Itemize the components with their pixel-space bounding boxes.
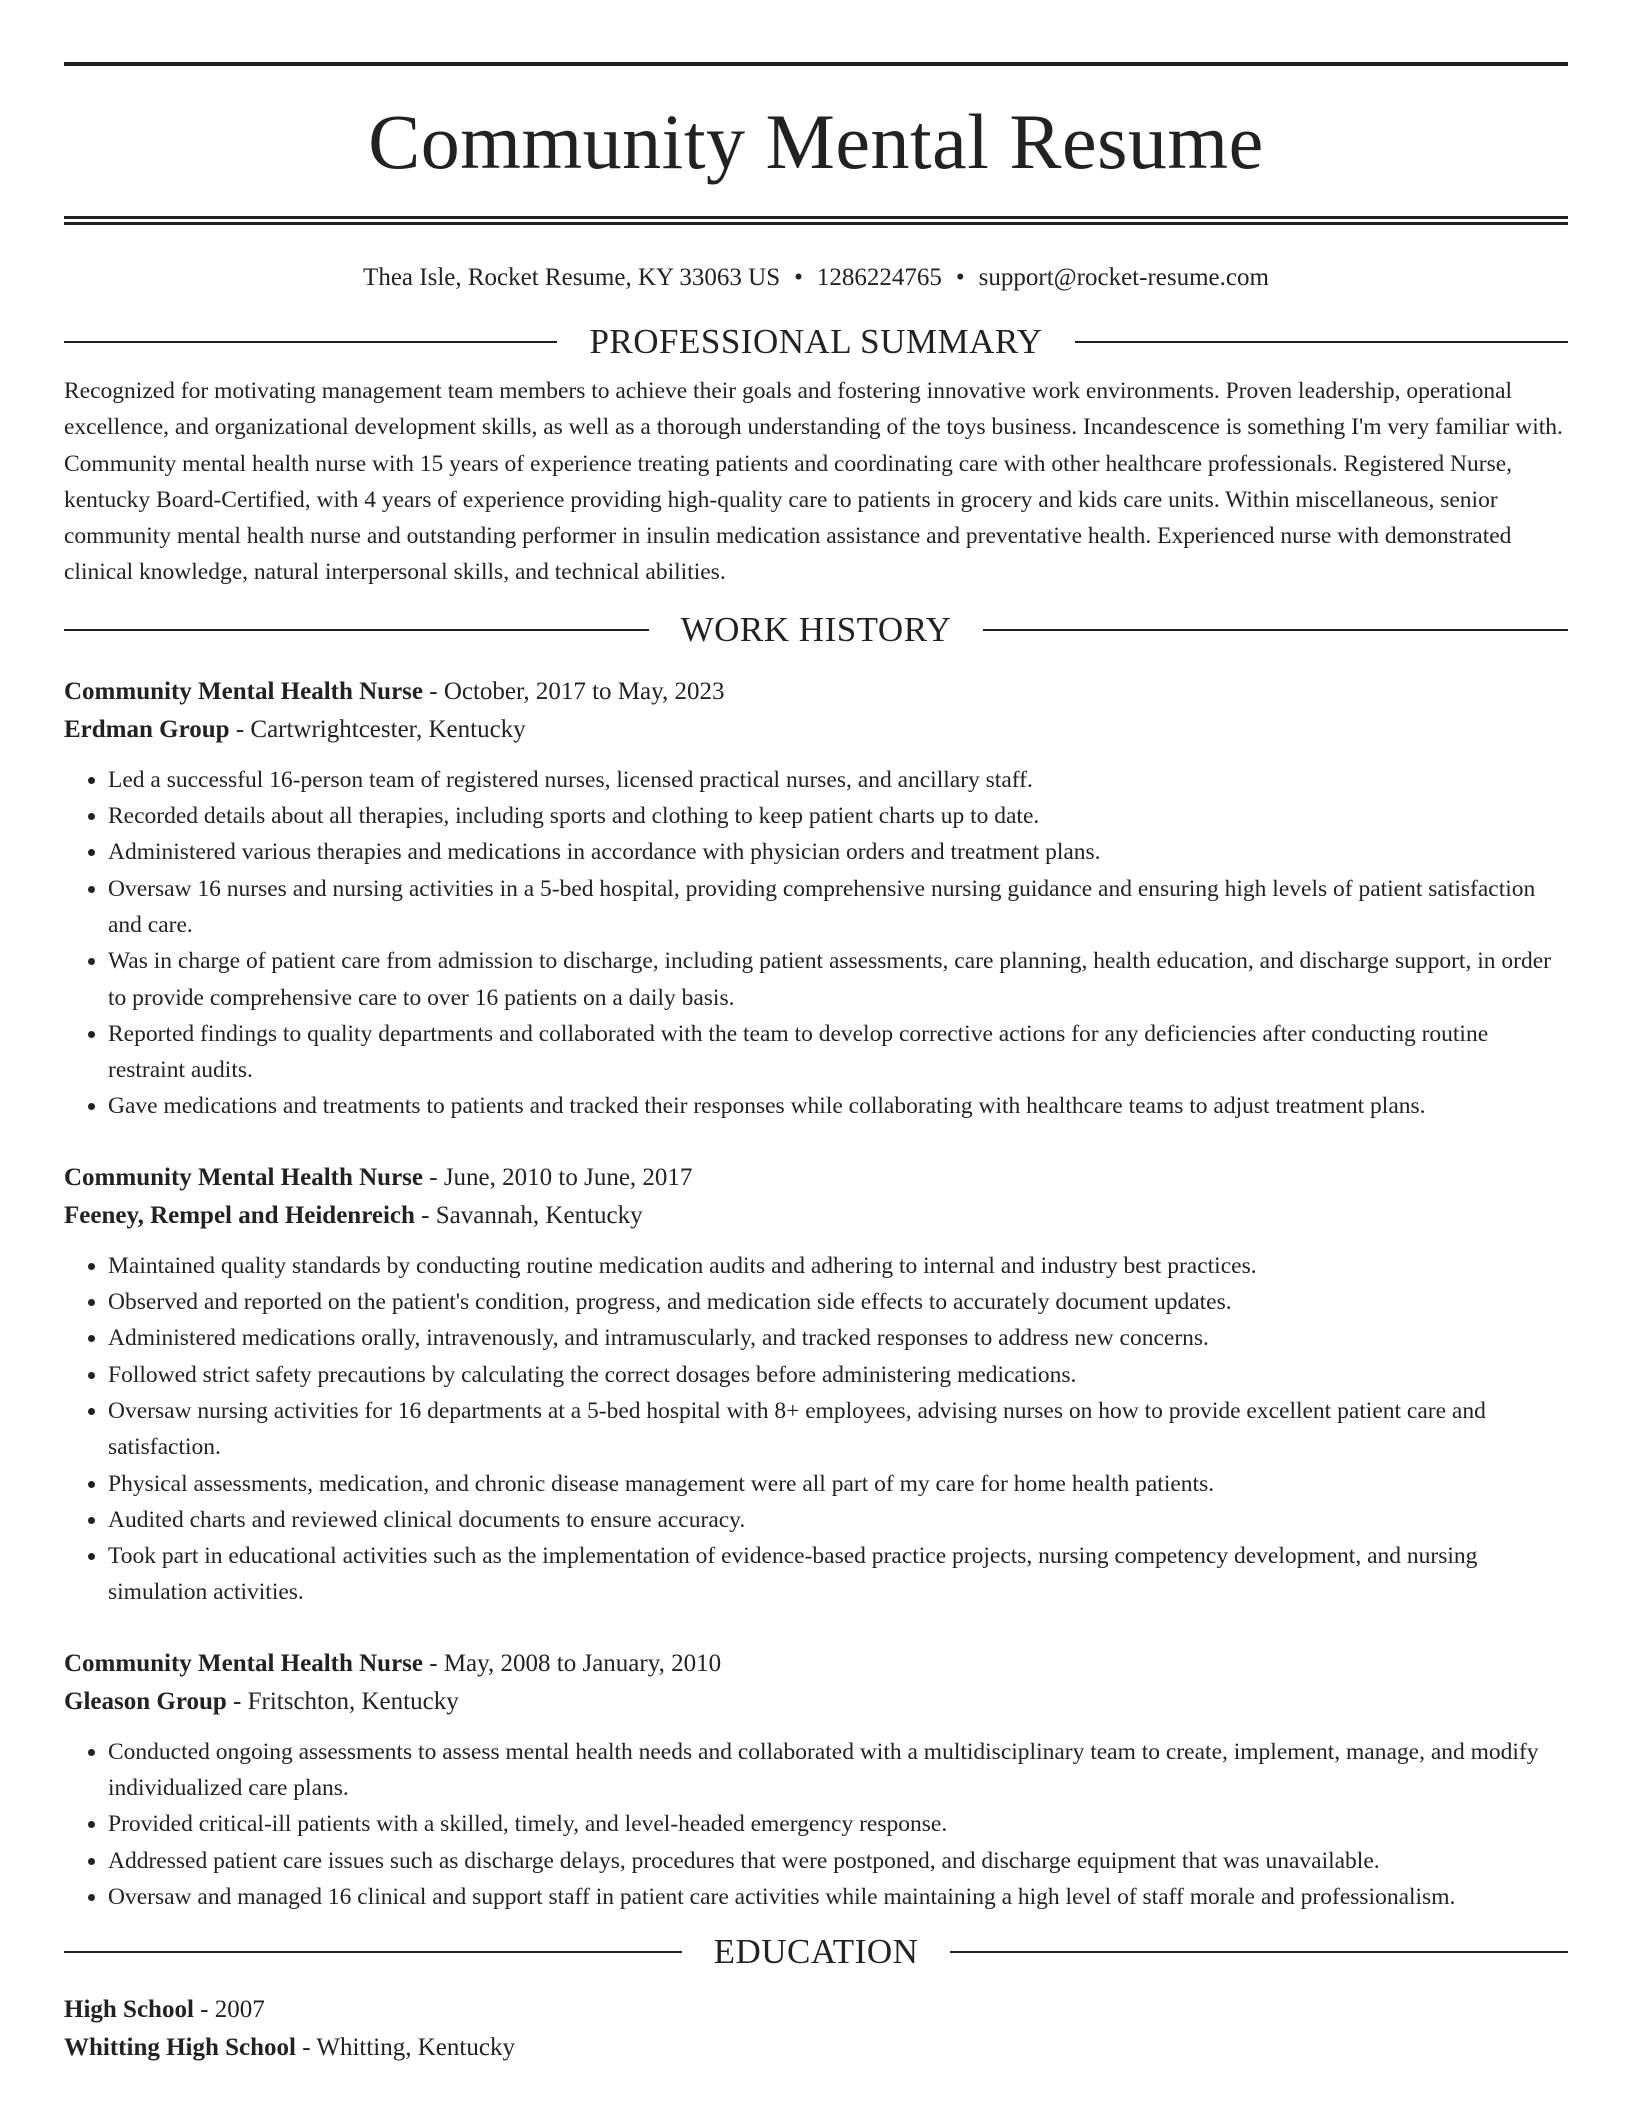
heading-rule	[1075, 341, 1568, 343]
contact-line	[64, 261, 1568, 295]
job-bullet: • Gave medications and treatments to patients and tracked their responses while collaborating with healthcare teams to adjust treatment plans.	[108, 1088, 1568, 1124]
job-entry	[64, 1159, 1568, 1611]
contact-phone: 1286224765	[816, 264, 942, 291]
job-bullet: • Took part in educational activities such as the implementation of evidence-based practice projects, nursing competency development, and nursing simulation activities.	[108, 1538, 1568, 1611]
job-dates: - October, 2017 to May, 2023	[423, 677, 725, 705]
heading-rule	[64, 629, 649, 631]
job-title: Community Mental Health Nurse	[64, 677, 423, 705]
job-dates: - June, 2010 to June, 2017	[423, 1163, 693, 1191]
job-employer: Gleason Group	[64, 1687, 227, 1715]
job-bullet: • Followed strict safety precautions by calculating the correct dosages before administering medications.	[108, 1357, 1568, 1393]
job-entry	[64, 673, 1568, 1125]
education-degree-line	[64, 1991, 1568, 2029]
resume-page	[64, 0, 1568, 2067]
job-dates: - May, 2008 to January, 2010	[423, 1649, 722, 1677]
job-bullet: • Oversaw 16 nurses and nursing activities in a 5-bed hospital, providing comprehensive nursing guidance and ensuring high levels of patient satisfaction and care.	[108, 871, 1568, 944]
job-entry	[64, 1645, 1568, 1915]
job-bullet: • Addressed patient care issues such as discharge delays, procedures that were postponed, and discharge equipment that was unavailable.	[108, 1843, 1568, 1879]
job-bullet: • Reported findings to quality departments and collaborated with the team to develop corrective actions for any deficiencies after conducting routine restraint audits.	[108, 1016, 1568, 1089]
job-title-line	[64, 1645, 1568, 1683]
education-school: Whitting High School	[64, 2034, 296, 2062]
top-rule	[64, 62, 1568, 66]
job-bullet: • Oversaw and managed 16 clinical and support staff in patient care activities while maintaining a high level of staff morale and professionalism.	[108, 1879, 1568, 1915]
job-employer-line	[64, 1197, 1568, 1235]
job-employer-line	[64, 1683, 1568, 1721]
job-bullet: • Was in charge of patient care from admission to discharge, including patient assessments, care planning, health education, and discharge support, in order to provide comprehensive care to over 16 patients on a daily basis.	[108, 943, 1568, 1016]
job-location: - Fritschton, Kentucky	[226, 1687, 459, 1715]
job-bullet: • Observed and reported on the patient's condition, progress, and medication side effects to accurately document updates.	[108, 1284, 1568, 1320]
job-bullet: • Led a successful 16-person team of registered nurses, licensed practical nurses, and ancillary staff.	[108, 762, 1568, 798]
work-history-list	[64, 673, 1568, 1915]
heading-rule	[64, 341, 557, 343]
education-year: - 2007	[193, 1996, 265, 2024]
job-location: - Savannah, Kentucky	[414, 1201, 643, 1229]
section-heading-summary	[64, 317, 1568, 367]
job-bullet: • Audited charts and reviewed clinical documents to ensure accuracy.	[108, 1502, 1568, 1538]
education-location: - Whitting, Kentucky	[296, 2034, 515, 2062]
heading-rule	[64, 1951, 682, 1953]
job-bullet: • Maintained quality standards by conducting routine medication audits and adhering to internal and industry best practices.	[108, 1248, 1568, 1284]
double-rule	[64, 216, 1568, 225]
job-bullet-list	[64, 1248, 1568, 1611]
contact-separator: •	[794, 264, 803, 291]
job-title: Community Mental Health Nurse	[64, 1163, 423, 1191]
section-title: PROFESSIONAL SUMMARY	[589, 322, 1043, 361]
job-bullet: • Administered various therapies and medications in accordance with physician orders and treatment plans.	[108, 834, 1568, 870]
section-title: WORK HISTORY	[680, 609, 952, 649]
job-bullet-list	[64, 1734, 1568, 1915]
contact-separator: •	[955, 264, 965, 291]
job-title-line	[64, 1159, 1568, 1197]
job-employer: Erdman Group	[64, 715, 230, 743]
job-bullet: • Oversaw nursing activities for 16 departments at a 5-bed hospital with 8+ employees, advising nurses on how to provide excellent patient care and satisfaction.	[108, 1393, 1568, 1466]
heading-rule	[983, 629, 1568, 631]
job-employer: Feeney, Rempel and Heidenreich	[64, 1201, 415, 1229]
education-entry	[64, 1991, 1568, 2067]
resume-title: Community Mental Resume	[368, 98, 1264, 185]
job-title-line	[64, 673, 1568, 711]
education-degree: High School	[64, 1996, 194, 2024]
summary-text: Recognized for motivating management team members to achieve their goals and fostering innovative work environments. Proven leadership, operational excellence, and organizational development skills, as well as a thorough understanding of the toys business. Incandescence is something I'm very familiar with. Community mental health nurse with 15 years of experience treating patients and coordinating care with other healthcare professionals. Registered Nurse, kentucky Board-Certified, with 4 years of experience providing high-quality care to patients in grocery and kids care units. Within miscellaneous, senior community mental health nurse and outstanding performer in insulin medication assistance and preventative health. Experienced nurse with demonstrated clinical knowledge, natural interpersonal skills, and technical abilities.	[64, 378, 1563, 586]
job-bullet: • Conducted ongoing assessments to assess mental health needs and collaborated with a multidisciplinary team to create, implement, manage, and modify individualized care plans.	[108, 1734, 1568, 1807]
job-bullet: • Provided critical-ill patients with a skilled, timely, and level-headed emergency response.	[108, 1806, 1568, 1842]
job-bullet: • Recorded details about all therapies, including sports and clothing to keep patient charts up to date.	[108, 798, 1568, 834]
job-bullet: • Administered medications orally, intravenously, and intramuscularly, and tracked responses to address new concerns.	[108, 1320, 1568, 1356]
heading-rule	[950, 1951, 1568, 1953]
contact-email: support@rocket-resume.com	[978, 264, 1269, 291]
job-title: Community Mental Health Nurse	[64, 1649, 423, 1677]
education-school-line	[64, 2029, 1568, 2067]
section-heading-education	[64, 1927, 1568, 1977]
job-location: - Cartwrightcester, Kentucky	[229, 715, 526, 743]
job-bullet-list	[64, 762, 1568, 1125]
section-heading-work	[64, 605, 1568, 655]
job-employer-line	[64, 711, 1568, 749]
contact-address: Thea Isle, Rocket Resume, KY 33063 US	[363, 264, 781, 291]
job-bullet: • Physical assessments, medication, and chronic disease management were all part of my care for home health patients.	[108, 1466, 1568, 1502]
section-title: EDUCATION	[713, 1932, 919, 1972]
